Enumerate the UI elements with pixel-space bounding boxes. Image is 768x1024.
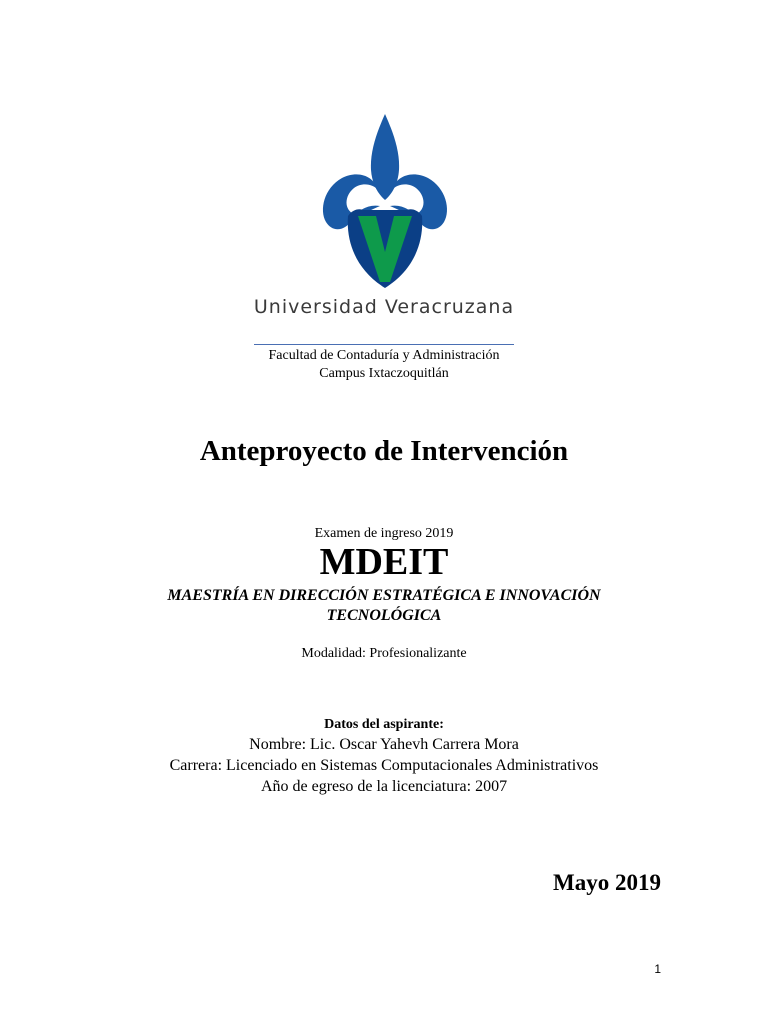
faculty-name: Facultad de Contaduría y Administración	[268, 348, 500, 363]
program-acronym: MDEIT	[319, 541, 449, 583]
program-full-name	[120, 586, 648, 626]
applicant-heading: Datos del aspirante:	[324, 717, 444, 732]
header-divider	[254, 344, 514, 345]
university-logo	[318, 112, 452, 290]
campus-name: Campus Ixtaczoquitlán	[319, 366, 449, 381]
program-name-line-2: TECNOLÓGICA	[326, 607, 442, 624]
applicant-graduation-year: Año de egreso de la licenciatura: 2007	[260, 778, 508, 795]
applicant-name: Nombre: Lic. Oscar Yahevh Carrera Mora	[249, 736, 519, 753]
page-number: 1	[654, 962, 661, 976]
document-title: Anteproyecto de Intervención	[199, 435, 569, 467]
applicant-data	[0, 716, 768, 797]
fleur-de-lis-v-logo-icon	[318, 112, 452, 290]
applicant-career: Carrera: Licenciado en Sistemas Computacionales Administrativos	[169, 757, 599, 774]
program-name-line-1: MAESTRÍA EN DIRECCIÓN ESTRATÉGICA E INNOVACIÓN	[167, 587, 601, 604]
faculty-block	[0, 347, 768, 383]
university-name: Universidad Veracruzana	[253, 296, 515, 318]
document-date: Mayo 2019	[553, 870, 661, 895]
modality-text: Modalidad: Profesionalizante	[301, 646, 467, 661]
exam-label: Examen de ingreso 2019	[314, 526, 454, 541]
